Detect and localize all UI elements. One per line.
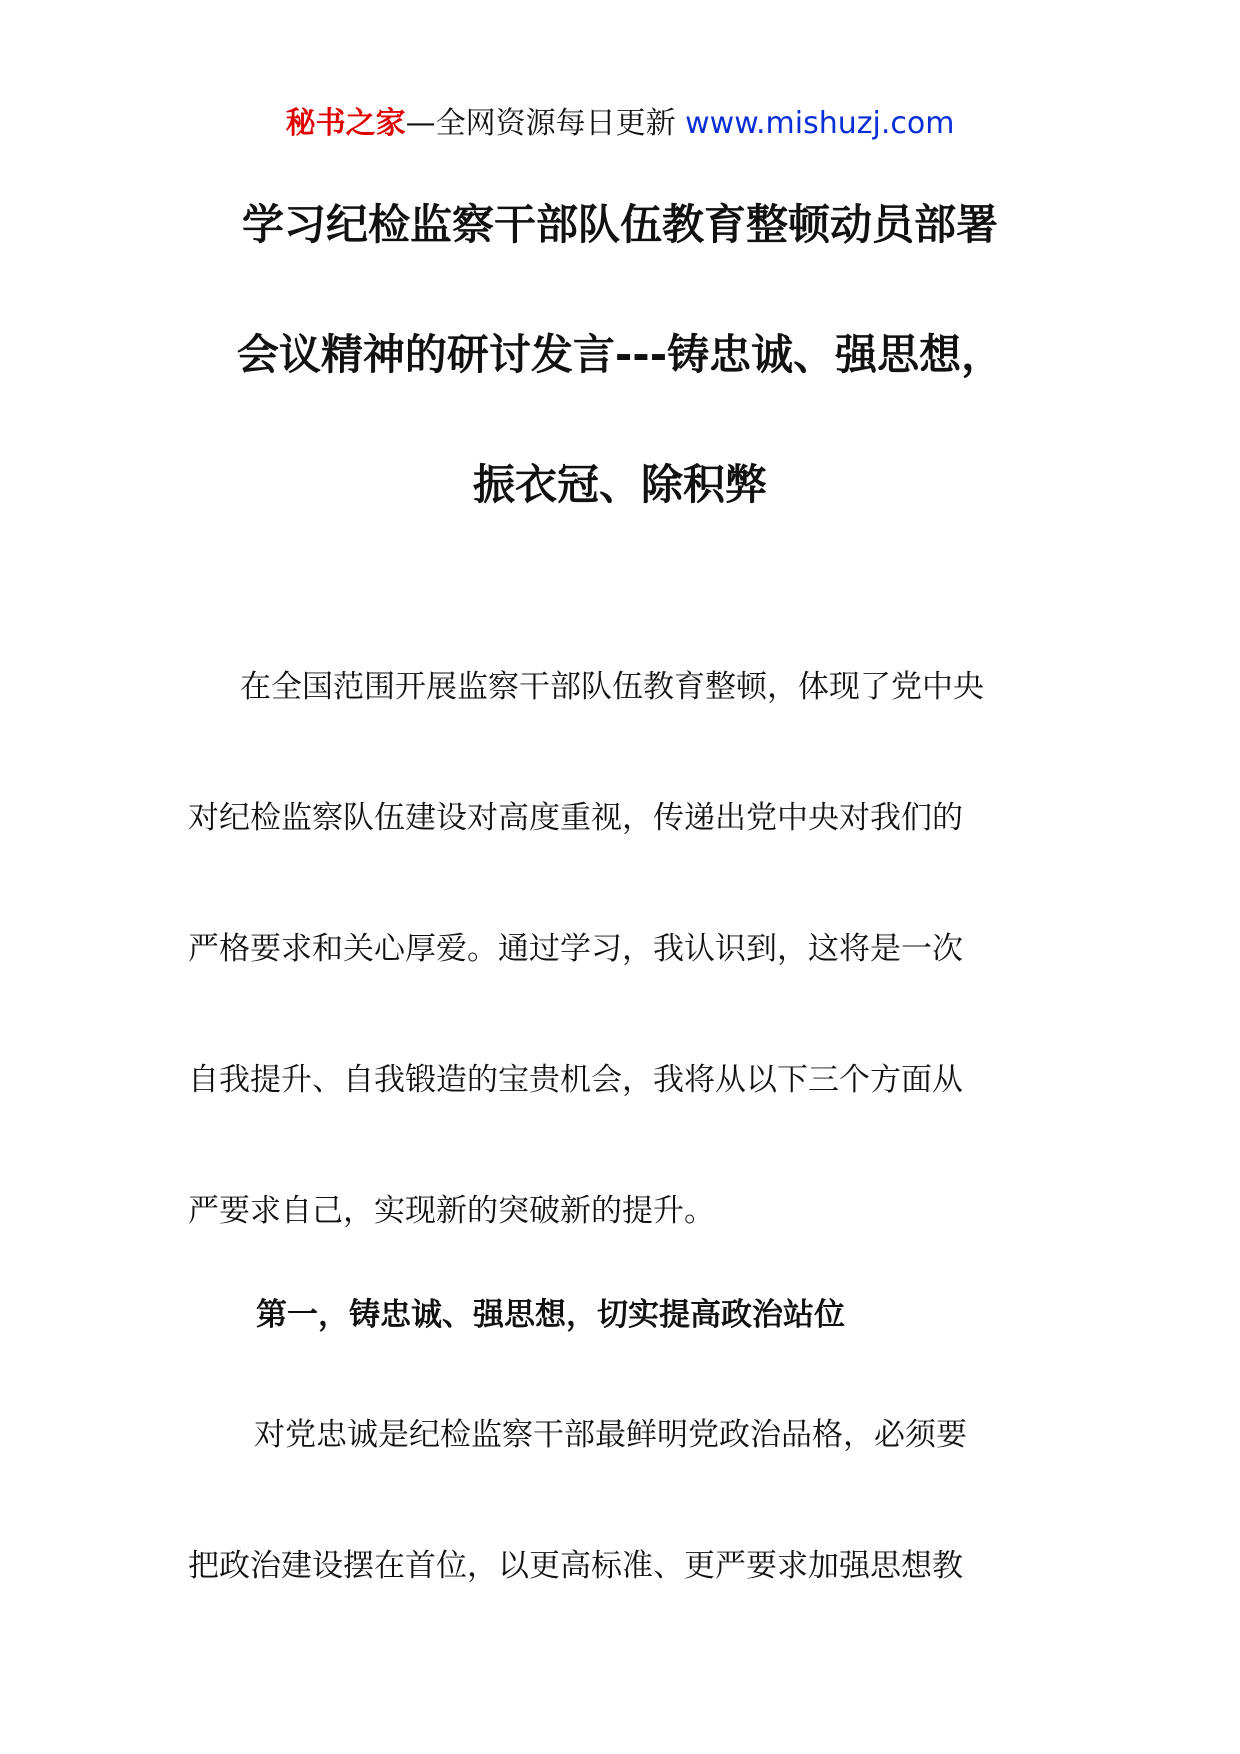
section-heading-1: 第一，铸忠诚、强思想，切实提高政治站位 <box>256 1297 845 1333</box>
document-title <box>160 160 1080 550</box>
site-brand: 秘书之家 <box>285 106 406 141</box>
paragraph-intro <box>188 622 1068 1277</box>
site-url-link[interactable]: www.mishuzj.com <box>685 106 955 141</box>
paragraph-line: 自我提升、自我锻造的宝贵机会，我将从以下三个方面从 <box>188 1062 963 1098</box>
title-line: 学习纪检监察干部队伍教育整顿动员部署 <box>241 200 998 249</box>
paragraph-line: 严要求自己，实现新的突破新的提升。 <box>188 1193 715 1229</box>
title-line: 会议精神的研讨发言---铸忠诚、强思想， <box>236 330 1004 379</box>
paragraph-line: 对党忠诚是纪检监察干部最鲜明党政治品格，必须要 <box>254 1417 967 1453</box>
site-header <box>0 104 1240 144</box>
paragraph-line: 严格要求和关心厚爱。通过学习，我认识到，这将是一次 <box>188 931 963 967</box>
site-tagline: —全网资源每日更新 <box>405 106 686 141</box>
paragraph-line: 对纪检监察队伍建设对高度重视，传递出党中央对我们的 <box>188 800 963 836</box>
paragraph-line: 把政治建设摆在首位，以更高标准、更严要求加强思想教 <box>188 1548 963 1584</box>
paragraph-line: 在全国范围开展监察干部队伍教育整顿，体现了党中央 <box>240 669 984 705</box>
title-line: 振衣冠、除积弊 <box>472 460 767 509</box>
paragraph-section-1 <box>188 1370 1068 1632</box>
